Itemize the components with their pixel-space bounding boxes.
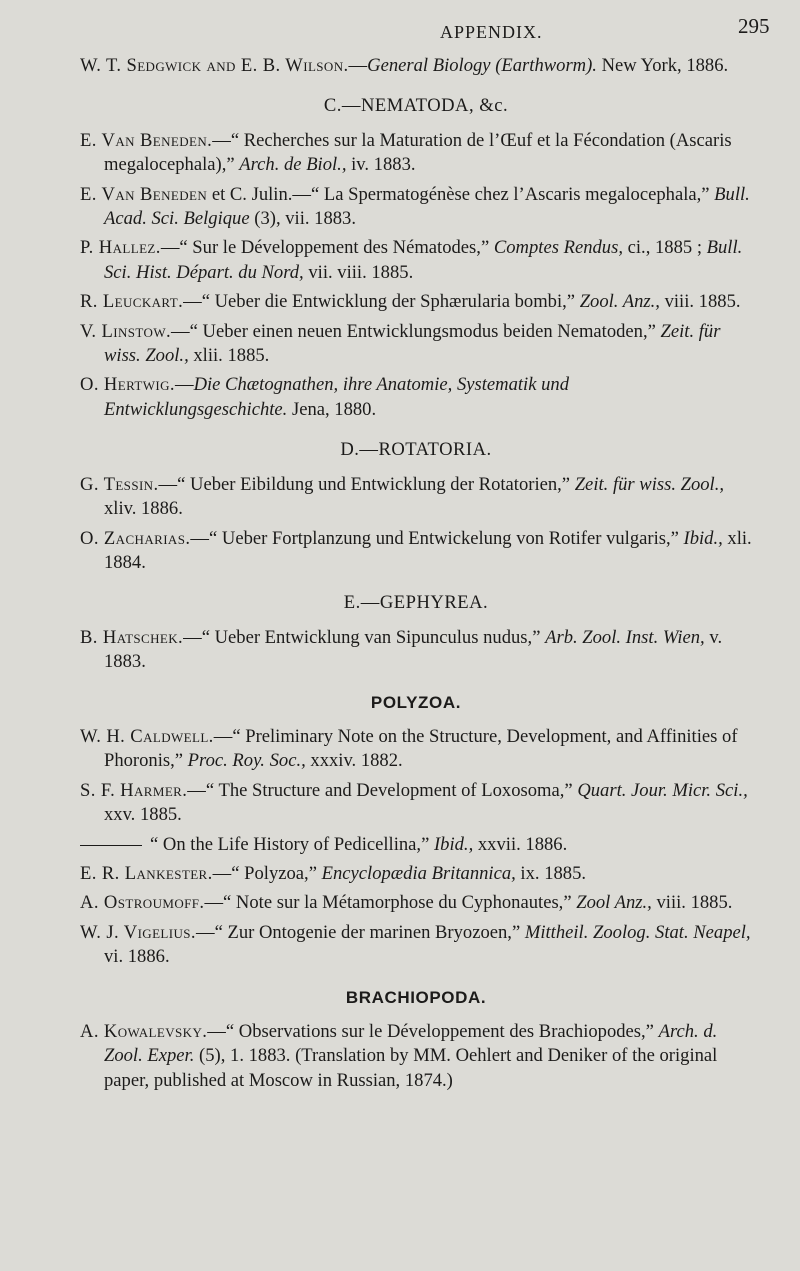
reference-author: O. Hertwig.: [80, 374, 175, 396]
reference-text: —“ Observations sur le Développement des Brachiopodes,”: [207, 1021, 659, 1042]
reference-text: —“ Preliminary Note on the Structure, Development, and Affinities of Phoronis,”: [104, 725, 738, 772]
reference-text: —“ Ueber Eibildung und Entwicklung der Rotatorien,”: [158, 473, 575, 495]
reference-author: A. Kowalevsky.: [80, 1021, 208, 1042]
reference-journal: Arch. d. Zool. Exper.: [104, 1021, 718, 1067]
reference-tail: xlii. 1885.: [188, 345, 270, 367]
reference-tail: xliv. 1886.: [104, 498, 183, 520]
reference-tail: viii. 1885.: [651, 892, 733, 914]
reference-journal: Comptes Rendus,: [493, 237, 623, 259]
reference-tail: xxv. 1885.: [104, 804, 182, 826]
reference-author: W. H. Caldwell.: [80, 725, 214, 747]
reference-journal: Ibid.,: [683, 527, 723, 549]
reference-text: —“ Recherches sur la Maturation de l’Œuf et la Fécondation (Ascaris megalocephala),”: [104, 129, 732, 176]
reference-text: —“ Note sur la Métamorphose du Cyphonautes,”: [204, 892, 577, 914]
reference-entry: [80, 891, 752, 915]
reference-tail: xli. 1884.: [104, 527, 752, 573]
reference-author: S. F. Harmer.: [80, 779, 188, 801]
running-title: APPENDIX.: [440, 22, 543, 42]
reference-tail: viii. 1885.: [659, 291, 741, 313]
reference-author: V. Linstow.: [80, 320, 172, 342]
reference-author: W. J. Vigelius.: [80, 921, 196, 943]
reference-tail: ci., 1885 ;: [622, 237, 707, 259]
reference-entry: [80, 183, 752, 232]
reference-text: —“ Ueber Fortplanzung und Entwickelung von Rotifer vulgaris,”: [190, 527, 684, 549]
reference-tail: xxvii. 1886.: [473, 833, 568, 855]
running-head: [0, 8, 800, 44]
reference-entry: [80, 527, 752, 576]
reference-text: —: [174, 374, 194, 396]
reference-journal: Arb. Zool. Inst. Wien,: [545, 626, 705, 648]
reference-journal: Bull. Sci. Hist. Départ. du Nord,: [104, 237, 743, 283]
reference-text: —“ Polyzoa,”: [212, 862, 322, 884]
reference-entry: [80, 373, 752, 422]
reference-tail: vii. viii. 1885.: [303, 261, 414, 283]
reference-text: —“ Zur Ontogenie der marinen Bryozoen,”: [195, 921, 525, 943]
reference-entry: [80, 725, 752, 774]
reference-tail: xxxiv. 1882.: [305, 750, 403, 772]
reference-author: E. Van Beneden: [80, 183, 208, 205]
reference-text: —“ The Structure and Development of Loxosoma,”: [187, 779, 578, 801]
reference-author: O. Zacharias.: [80, 527, 191, 549]
reference-journal: Proc. Roy. Soc.,: [187, 750, 306, 772]
reference-author: R. Leuckart.: [80, 291, 184, 313]
reference-journal: Arch. de Biol.,: [239, 154, 347, 176]
reference-text: —: [348, 55, 368, 76]
reference-author: A. Ostroumoff.: [80, 892, 205, 914]
ditto-rule: [80, 845, 142, 846]
reference-entry: [80, 290, 752, 314]
reference-tail: (5), 1. 1883. (Translation by MM. Oehlert and Deniker of the original paper, published at Moscow in Russian, 1874.): [104, 1045, 718, 1091]
reference-tail: Jena, 1880.: [287, 398, 377, 420]
reference-tail: New York, 1886.: [596, 55, 729, 76]
reference-journal: Ibid.,: [433, 833, 474, 855]
page-number: 295: [738, 14, 770, 38]
reference-journal: Zool. Anz.,: [579, 291, 660, 313]
reference-title: Die Chætognathen, ihre Anatomie, Systematik und Entwicklungsgeschichte.: [104, 374, 570, 420]
reference-journal: Zeit. für wiss. Zool.,: [104, 320, 721, 367]
reference-entry: [80, 833, 752, 857]
reference-journal: Encyclopædia Britannica,: [321, 862, 516, 884]
reference-author: W. T. Sedgwick and E. B. Wilson.: [80, 55, 349, 76]
reference-journal: Zeit. für wiss. Zool.,: [574, 473, 725, 495]
reference-author: B. Hatschek.: [80, 626, 184, 648]
section-heading-rotatoria: D.—ROTATORIA.: [340, 439, 492, 461]
reference-tail: (3), vii. 1883.: [249, 208, 356, 230]
reference-text: “ On the Life History of Pedicellina,”: [150, 833, 434, 855]
bibliography: [80, 54, 752, 1098]
reference-entry: [80, 626, 752, 675]
reference-journal: Mittheil. Zoolog. Stat. Neapel,: [524, 921, 751, 943]
reference-journal: Bull. Acad. Sci. Belgique: [104, 183, 750, 230]
section-heading-brachiopoda: BRACHIOPODA.: [345, 987, 487, 1007]
reference-journal: Quart. Jour. Micr. Sci.,: [577, 779, 748, 801]
section-heading-polyzoa: POLYZOA.: [370, 692, 462, 712]
reference-entry: [80, 129, 752, 178]
reference-entry: [80, 779, 752, 828]
reference-entry: [80, 320, 752, 369]
reference-journal: Zool Anz.,: [576, 892, 652, 914]
reference-entry: [80, 862, 752, 886]
reference-author: G. Tessin.: [80, 473, 159, 495]
reference-title: General Biology (Earthworm).: [367, 55, 597, 76]
reference-author: P. Hallez.: [80, 237, 161, 259]
reference-text: et C. Julin.—“ La Spermatogénèse chez l’Ascaris megalocephala,”: [207, 183, 715, 205]
reference-entry: [80, 54, 752, 78]
section-heading-gephyrea: E.—GEPHYREA.: [343, 592, 489, 614]
reference-text: —“ Ueber die Entwicklung der Sphærularia bombi,”: [183, 291, 580, 313]
reference-entry: [80, 473, 752, 522]
reference-tail: v. 1883.: [104, 626, 723, 673]
reference-entry: [80, 921, 752, 970]
reference-text: —“ Ueber Entwicklung van Sipunculus nudus,”: [183, 626, 546, 648]
section-heading-nematoda: C.—NEMATODA, &c.: [323, 95, 509, 117]
reference-entry: [80, 236, 752, 285]
reference-author: E. R. Lankester.: [80, 862, 213, 884]
reference-entry: [80, 1020, 752, 1093]
reference-text: —“ Ueber einen neuen Entwicklungsmodus beiden Nematoden,”: [171, 320, 661, 342]
reference-author: E. Van Beneden.: [80, 129, 213, 151]
reference-tail: vi. 1886.: [104, 946, 170, 968]
reference-tail: iv. 1883.: [346, 154, 416, 176]
reference-tail: ix. 1885.: [515, 862, 587, 884]
reference-text: —“ Sur le Développement des Nématodes,”: [160, 237, 494, 259]
